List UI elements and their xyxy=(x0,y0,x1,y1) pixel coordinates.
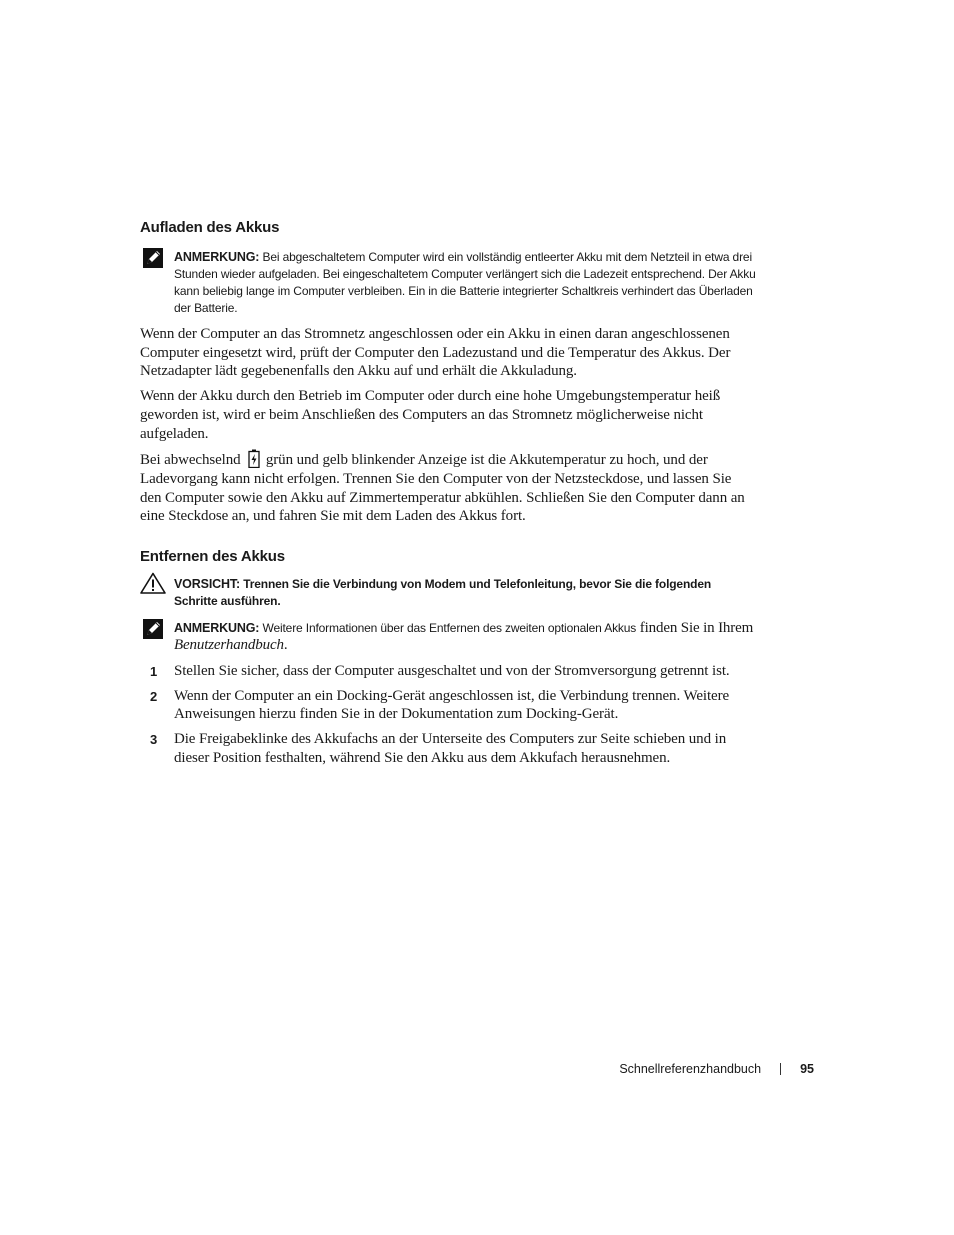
footer-divider xyxy=(780,1063,781,1075)
section-heading-removing: Entfernen des Akkus xyxy=(140,548,285,566)
caution-removing xyxy=(140,576,756,610)
step-number: 2 xyxy=(150,688,158,704)
step-number: 1 xyxy=(150,664,158,680)
paragraph: Wenn der Computer an das Stromnetz angeschlossen oder ein Akku in einen daran angeschlossenen Computer eingesetzt wird, prüft der Computer den Ladezustand und die Temperatur des Akkus. Der Netzadapter lädt gegebenenfalls den Akku auf und erhält die Akkuladung. xyxy=(140,326,731,380)
note-removing xyxy=(140,620,756,654)
step-text: Stellen Sie sicher, dass der Computer ausgeschaltet und von der Stromversorgung getrennt ist. xyxy=(174,663,730,680)
battery-lightning-icon xyxy=(248,449,260,468)
steps-list xyxy=(140,662,756,768)
paragraph: Wenn der Akku durch den Betrieb im Computer oder durch eine hohe Umgebungstemperatur heiß geworden ist, wird er beim Anschließen des Computers an das Stromnetz möglicherweise nicht aufgeladen. xyxy=(140,388,721,442)
paragraph-text-before: Bei abwechselnd xyxy=(140,452,241,469)
note-charging xyxy=(140,249,756,317)
note-label: ANMERKUNG: xyxy=(174,621,260,636)
note-pencil-icon xyxy=(142,247,164,269)
paragraph-text-after: grün und gelb blinkender Anzeige ist die Akkutemperatur zu hoch, und der Ladevorgang kann nicht erfolgen. Trennen Sie den Computer von der Netzsteckdose, und lassen Sie den Computer sowie den Akku auf Zimmertemperatur abkühlen. Schließen Sie den Computer dann an eine Steckdose an, und fahren Sie mit dem Laden des Akkus fort. xyxy=(140,452,745,525)
caution-text: Trennen Sie die Verbindung von Modem und Telefonleitung, bevor Sie die folgenden Schritte ausführen. xyxy=(174,577,712,609)
footer-title: Schnellreferenzhandbuch xyxy=(619,1062,762,1076)
step-text: Wenn der Computer an ein Docking-Gerät angeschlossen ist, die Verbindung trennen. Weitere Anweisungen hierzu finden Sie in der Dokumentation zum Docking-Gerät. xyxy=(174,687,730,723)
note-book-title: Benutzerhandbuch xyxy=(174,637,284,654)
step-number: 3 xyxy=(150,732,158,748)
list-item xyxy=(140,662,756,681)
step-text: Die Freigabeklinke des Akkufachs an der Unterseite des Computers zur Seite schieben und in dieser Position festhalten, während Sie den Akku aus dem Akkufach herausnehmen. xyxy=(174,731,727,766)
caution-label: VORSICHT: xyxy=(174,577,241,592)
note-pencil-icon xyxy=(142,618,164,640)
list-item xyxy=(140,730,756,767)
page-number: 95 xyxy=(800,1062,814,1076)
section-heading-charging: Aufladen des Akkus xyxy=(140,219,280,236)
page-footer xyxy=(560,1062,814,1076)
note-text: Bei abgeschaltetem Computer wird ein vollständig entleerter Akku mit dem Netzteil in etwa drei Stunden wieder aufgeladen. Bei eingeschaltetem Computer verlängert sich die Ladezeit entsprechend. Der Akku kann beliebig lange im Computer verbleiben. Ein in die Batterie integrierter Schaltkreis verhindert das Überladen der Batterie. xyxy=(174,250,756,315)
note-label: ANMERKUNG: xyxy=(174,250,260,264)
page-content xyxy=(140,219,756,774)
note-end: . xyxy=(283,637,288,654)
note-text-serif: finden Sie in Ihrem xyxy=(636,620,754,637)
list-item xyxy=(140,687,756,724)
paragraph-battery-indicator xyxy=(140,449,756,526)
note-text: Weitere Informationen über das Entfernen des zweiten optionalen Akkus xyxy=(259,621,637,636)
warning-triangle-icon xyxy=(140,572,166,594)
